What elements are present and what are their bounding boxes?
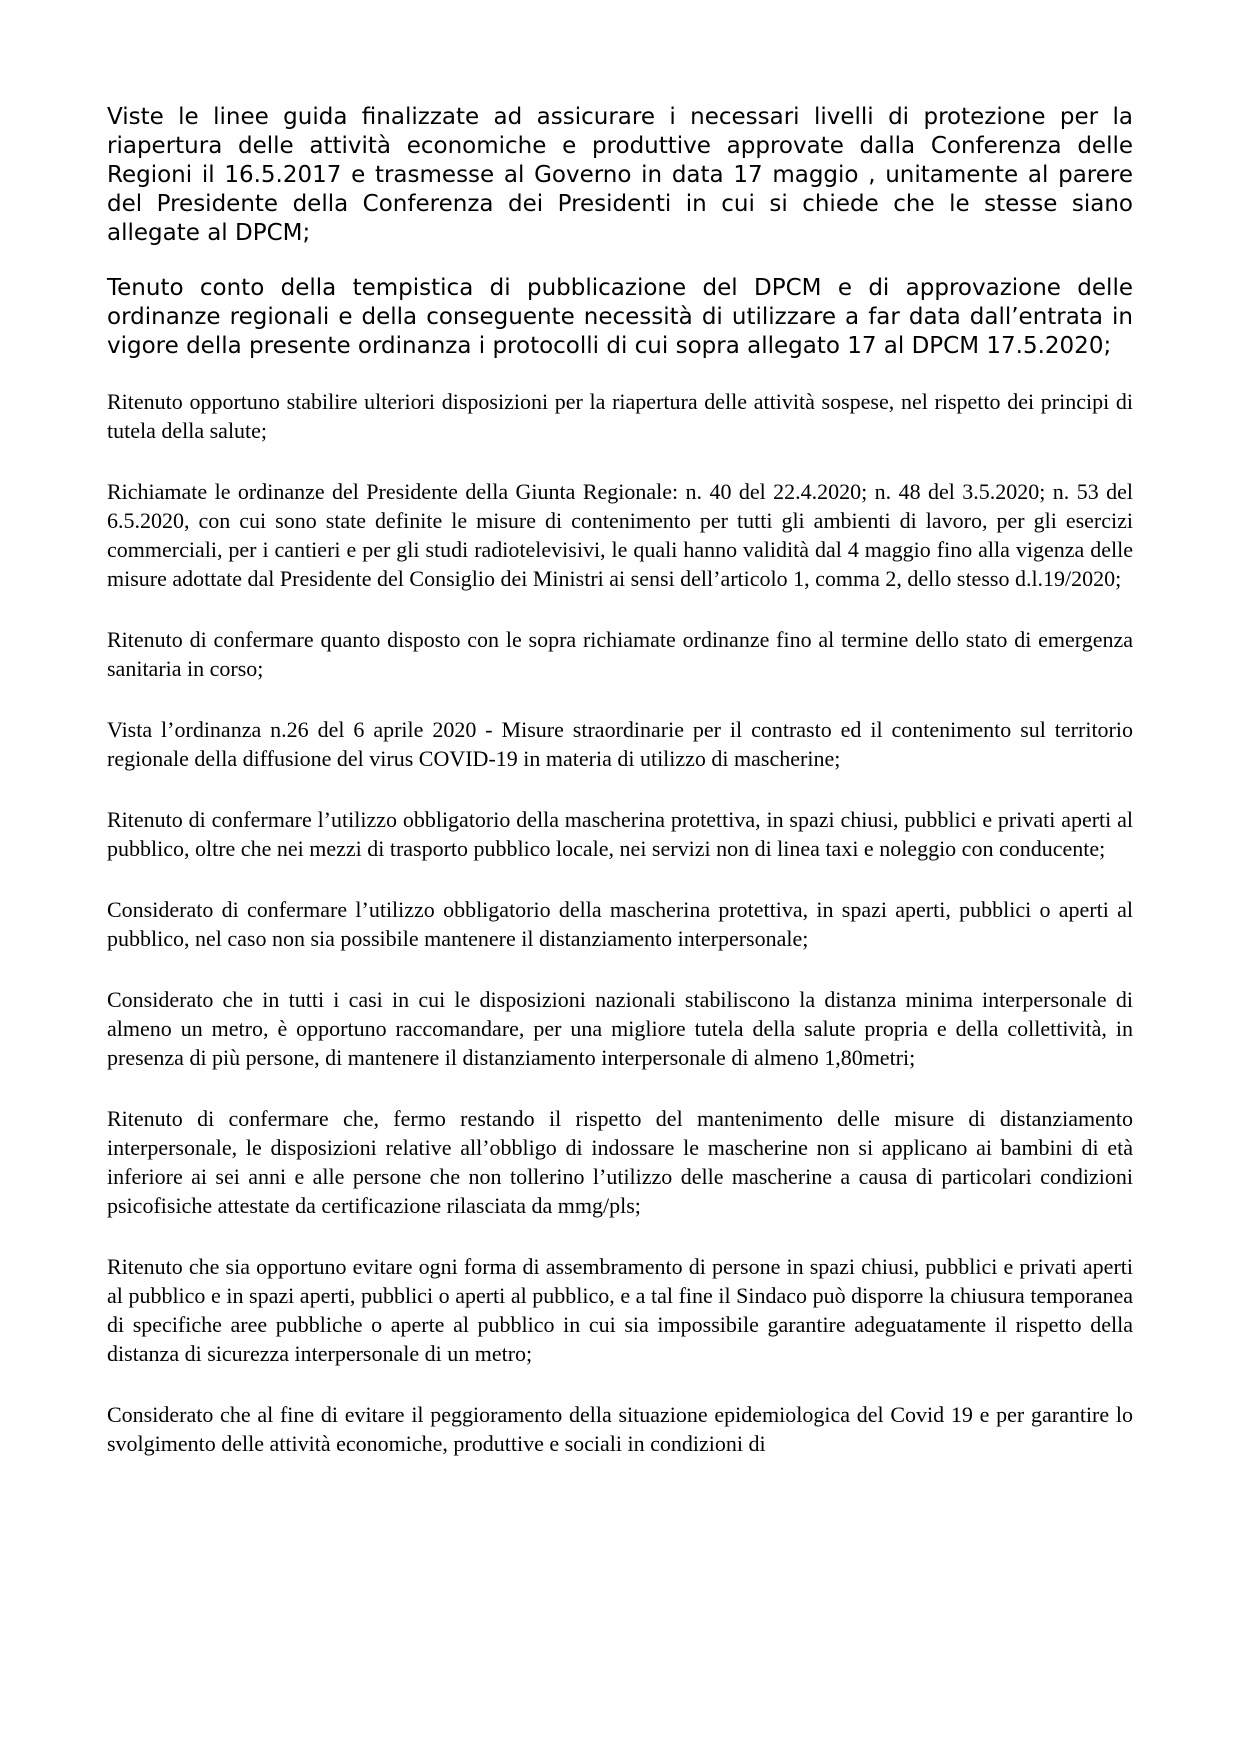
- para-considerato-mascherina-aperti: Considerato di confermare l’utilizzo obbligatorio della mascherina protettiva, in spazi aperti, pubblici o aperti al pubblico, nel caso non sia possibile mantenere il distanziamento interpersonale;: [107, 897, 1133, 951]
- para-richiamate-ordinanze: Richiamate le ordinanze del Presidente della Giunta Regionale: n. 40 del 22.4.2020; n. 48 del 3.5.2020; n. 53 del 6.5.2020, con cui sono state definite le misure di contenimento per tutti gli ambienti di lavoro, per gli esercizi commerciali, per i cantieri e per gli studi radiotelevisivi, le quali hanno validità dal 4 maggio fino alla vigenza delle misure adottate dal Presidente del Consiglio dei Ministri ai sensi dell’articolo 1, comma 2, dello stesso d.l.19/2020;: [107, 479, 1133, 591]
- para-ritenuto-opportuno-stabilire: Ritenuto opportuno stabilire ulteriori disposizioni per la riapertura delle attività sospese, nel rispetto dei principi di tutela della salute;: [107, 389, 1133, 443]
- para-considerato-distanza-minima: Considerato che in tutti i casi in cui le disposizioni nazionali stabiliscono la distanza minima interpersonale di almeno un metro, è opportuno raccomandare, per una migliore tutela della salute propria e della collettività, in presenza di più persone, di mantenere il distanziamento interpersonale di almeno 1,80metri;: [107, 987, 1133, 1070]
- para-ritenuto-esenzioni-mascherine: Ritenuto di confermare che, fermo restando il rispetto del mantenimento delle misure di distanziamento interpersonale, le disposizioni relative all’obbligo di indossare le mascherine non si applicano ai bambini di età inferiore ai sei anni e alle persone che non tollerino l’utilizzo delle mascherine a causa di particolari condizioni psicofisiche attestate da certificazione rilasciata da mmg/pls;: [107, 1106, 1133, 1218]
- para-ritenuto-assembramenti: Ritenuto che sia opportuno evitare ogni forma di assembramento di persone in spazi chiusi, pubblici e privati aperti al pubblico e in spazi aperti, pubblici o aperti al pubblico, e a tal fine il Sindaco può disporre la chiusura temporanea di specifiche aree pubbliche o aperte al pubblico in cui sia impossibile garantire adeguatamente il rispetto della distanza di sicurezza interpersonale di un metro;: [107, 1254, 1133, 1366]
- para-ritenuto-confermare-disposto: Ritenuto di confermare quanto disposto con le sopra richiamate ordinanze fino al termine dello stato di emergenza sanitaria in corso;: [107, 627, 1133, 681]
- para-viste-linee-guida: Viste le linee guida finalizzate ad assicurare i necessari livelli di protezione per la riapertura delle attività economiche e produttive approvate dalla Conferenza delle Regioni il 16.5.2017 e trasmesse al Governo in data 17 maggio , unitamente al parere del Presidente della Conferenza dei Presidenti in cui si chiede che le stesse siano allegate al DPCM;: [107, 104, 1133, 246]
- para-considerato-peggioramento: Considerato che al fine di evitare il peggioramento della situazione epidemiologica del Covid 19 e per garantire lo svolgimento delle attività economiche, produttive e sociali in condizioni di: [107, 1402, 1133, 1456]
- para-vista-ordinanza-26: Vista l’ordinanza n.26 del 6 aprile 2020 - Misure straordinarie per il contrasto ed il contenimento sul territorio regionale della diffusione del virus COVID-19 in materia di utilizzo di mascherine;: [107, 717, 1133, 771]
- para-tenuto-conto-tempistica: Tenuto conto della tempistica di pubblicazione del DPCM e di approvazione delle ordinanze regionali e della conseguente necessità di utilizzare a far data dall’entrata in vigore della presente ordinanza i protocolli di cui sopra allegato 17 al DPCM 17.5.2020;: [107, 275, 1133, 359]
- para-ritenuto-mascherina-chiusi: Ritenuto di confermare l’utilizzo obbligatorio della mascherina protettiva, in spazi chiusi, pubblici e privati aperti al pubblico, oltre che nei mezzi di trasporto pubblico locale, nei servizi non di linea taxi e noleggio con conducente;: [107, 807, 1133, 861]
